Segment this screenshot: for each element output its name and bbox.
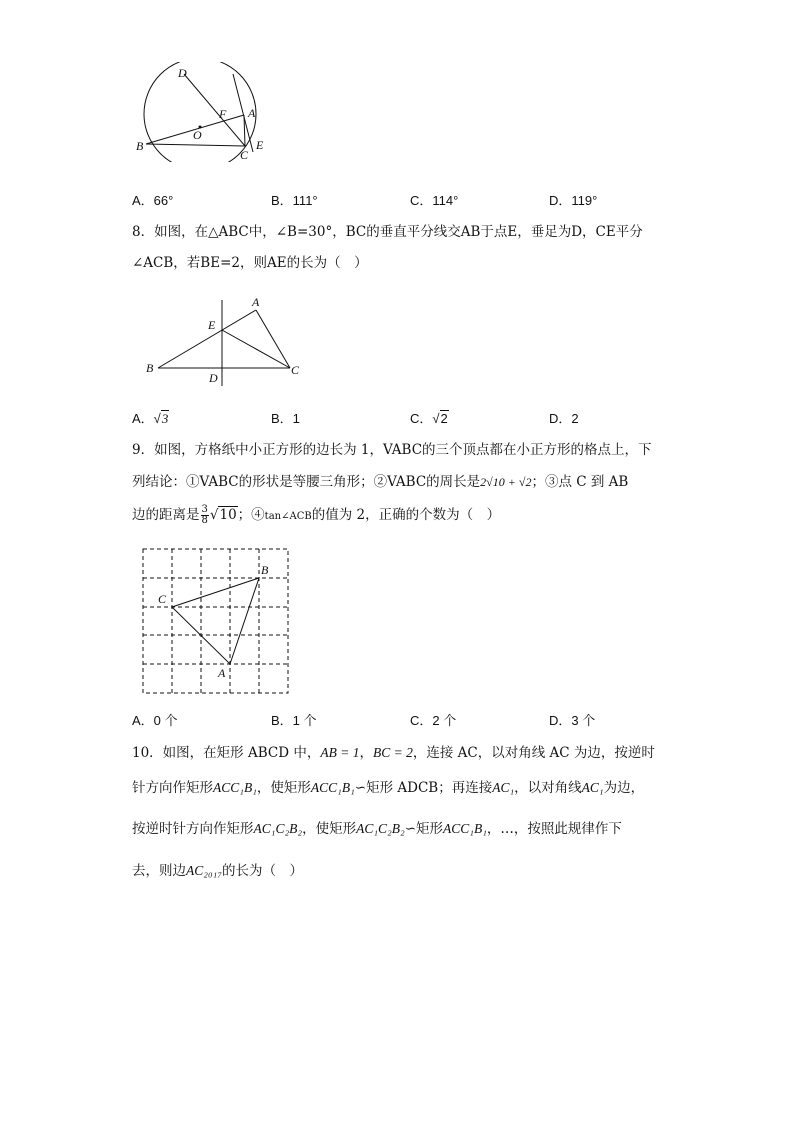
q7-label-A: A	[248, 106, 256, 120]
q8-label-B: B	[146, 361, 154, 375]
q10-line3-part-c: ∽矩形	[404, 821, 443, 837]
q9-line2-part-b: ；③点 C 到 AB	[531, 474, 629, 490]
q8-line-BA	[158, 310, 256, 368]
q8-option-c-prefix: C．	[410, 411, 433, 426]
q7-circle	[144, 62, 256, 162]
q10-line3-part-a: 按逆时针方向作矩形	[132, 821, 254, 837]
q8-option-c	[410, 412, 449, 425]
q10-line1-part-b: ，连接 AC，以对角线 AC 为边，按逆时	[412, 745, 655, 761]
q9-text-line1: 9．如图，方格纸中小正方形的边长为 1，VABC的三个顶点都在小正方形的格点上，下	[132, 442, 652, 458]
q10-line3-part-b: ，使矩形	[302, 821, 357, 837]
q8-option-d: D．2	[549, 411, 579, 426]
q10-text-line2	[132, 781, 644, 796]
q8-option-a	[132, 412, 169, 425]
q10-ac2017: AC₂₀₁₇	[186, 863, 223, 878]
q7-label-F: F	[219, 107, 227, 121]
q8-option-c-radicand: 2	[440, 411, 448, 426]
q9-line3-part-b: ；④	[237, 507, 265, 523]
q10-text-line3	[132, 822, 622, 837]
q10-line4-part-b: 的长为（ ）	[222, 863, 304, 879]
q8-label-D: D	[209, 371, 218, 385]
q10-rect-1b: ACC₁B₁	[310, 780, 355, 795]
q7-label-O: O	[193, 128, 202, 142]
q8-option-a-radicand: 3	[161, 411, 169, 426]
q10-line1-part-a: 10．如图，在矩形 ABCD 中，	[132, 745, 321, 761]
q7-label-C: C	[240, 148, 249, 162]
q10-line2-part-e: 为边，	[603, 780, 645, 796]
q10-line2-part-a: 针方向作矩形	[132, 780, 213, 796]
q9-option-c: C．2 个	[410, 713, 457, 728]
q9-option-d: D．3 个	[549, 713, 596, 728]
q10-rect-2b: AC₁C₂B₂	[356, 821, 405, 836]
q7-label-E: E	[256, 138, 264, 152]
q8-text-line1: 8．如图，在△ABC中，∠B=30°，BC的垂直平分线交AB于点E，垂足为D，CE平分	[132, 224, 643, 240]
q9-distance-radicand: 10	[219, 507, 237, 523]
q8-option-b: B．1	[271, 411, 300, 426]
q7-option-c: C．114°	[410, 193, 459, 208]
q9-grid-figure	[135, 540, 300, 700]
q9-tan-expr: tan∠ACB	[264, 511, 312, 522]
q10-line2-part-c: ∽矩形 ADCB；再连接	[354, 780, 493, 796]
q7-line-BC	[146, 144, 245, 146]
q9-triangle-ABC	[172, 578, 259, 664]
q10-line4-part-a: 去，则边	[132, 863, 186, 879]
q10-comma: ，	[359, 745, 373, 761]
q8-text-line2: ∠ACB，若BE=2，则AE的长为（ ）	[132, 255, 368, 271]
q9-text-line3	[132, 505, 500, 526]
q9-line2-part-a: 列结论：①VABC的形状是等腰三角形；②VABC的周长是	[132, 474, 481, 490]
q10-ab-eq: AB = 1	[320, 745, 360, 760]
q8-line-EC	[222, 330, 290, 368]
q7-option-b: B．111°	[271, 193, 318, 208]
q8-option-a-prefix: A．	[132, 411, 154, 426]
q9-distance-radical: √10	[209, 507, 237, 523]
q9-fraction-num: 3	[201, 504, 208, 515]
q10-text-line1	[132, 746, 655, 761]
q8-option-c-radical: √2	[432, 411, 448, 426]
q7-circle-figure	[130, 62, 280, 162]
q9-label-B: B	[261, 563, 269, 577]
q9-label-C: C	[158, 592, 167, 606]
q10-text-line4	[132, 864, 303, 879]
q7-option-d: D．119°	[549, 193, 598, 208]
q10-line2-part-d: ，以对角线	[514, 780, 582, 796]
q7-label-D: D	[178, 66, 187, 80]
q8-label-A: A	[252, 295, 260, 309]
q8-triangle-figure	[140, 292, 310, 388]
q10-ac1: AC₁	[492, 780, 515, 795]
q9-line3-part-c: 的值为 2，正确的个数为（ ）	[311, 507, 501, 523]
q7-option-a: A．66°	[132, 193, 174, 208]
q8-option-a-radical: √3	[153, 411, 169, 426]
q9-fraction-den: 8	[201, 515, 208, 526]
q9-option-a: A．0 个	[132, 713, 178, 728]
q9-label-A: A	[218, 666, 226, 680]
q9-text-line2	[132, 476, 628, 490]
q10-ac1-b: AC₁	[581, 780, 604, 795]
q8-label-E: E	[208, 318, 216, 332]
q8-line-AC	[256, 310, 290, 368]
q10-line2-part-b: ，使矩形	[256, 780, 311, 796]
q10-rect-2: AC₁C₂B₂	[253, 821, 303, 836]
q9-perimeter-expr: 2√10 + √2	[480, 475, 532, 489]
q10-bc-eq: BC = 2	[372, 745, 413, 760]
q9-line3-part-a: 边的距离是	[132, 507, 200, 523]
q9-fraction	[201, 505, 209, 526]
q10-line3-part-d: ，…，按照此规律作下	[486, 821, 622, 837]
q9-option-b: B．1 个	[271, 713, 317, 728]
q7-label-B: B	[136, 139, 144, 153]
q10-rect-1: ACC₁B₁	[213, 780, 257, 795]
q8-label-C: C	[291, 363, 300, 377]
q10-rect-3: ACC₁B₁	[443, 821, 487, 836]
